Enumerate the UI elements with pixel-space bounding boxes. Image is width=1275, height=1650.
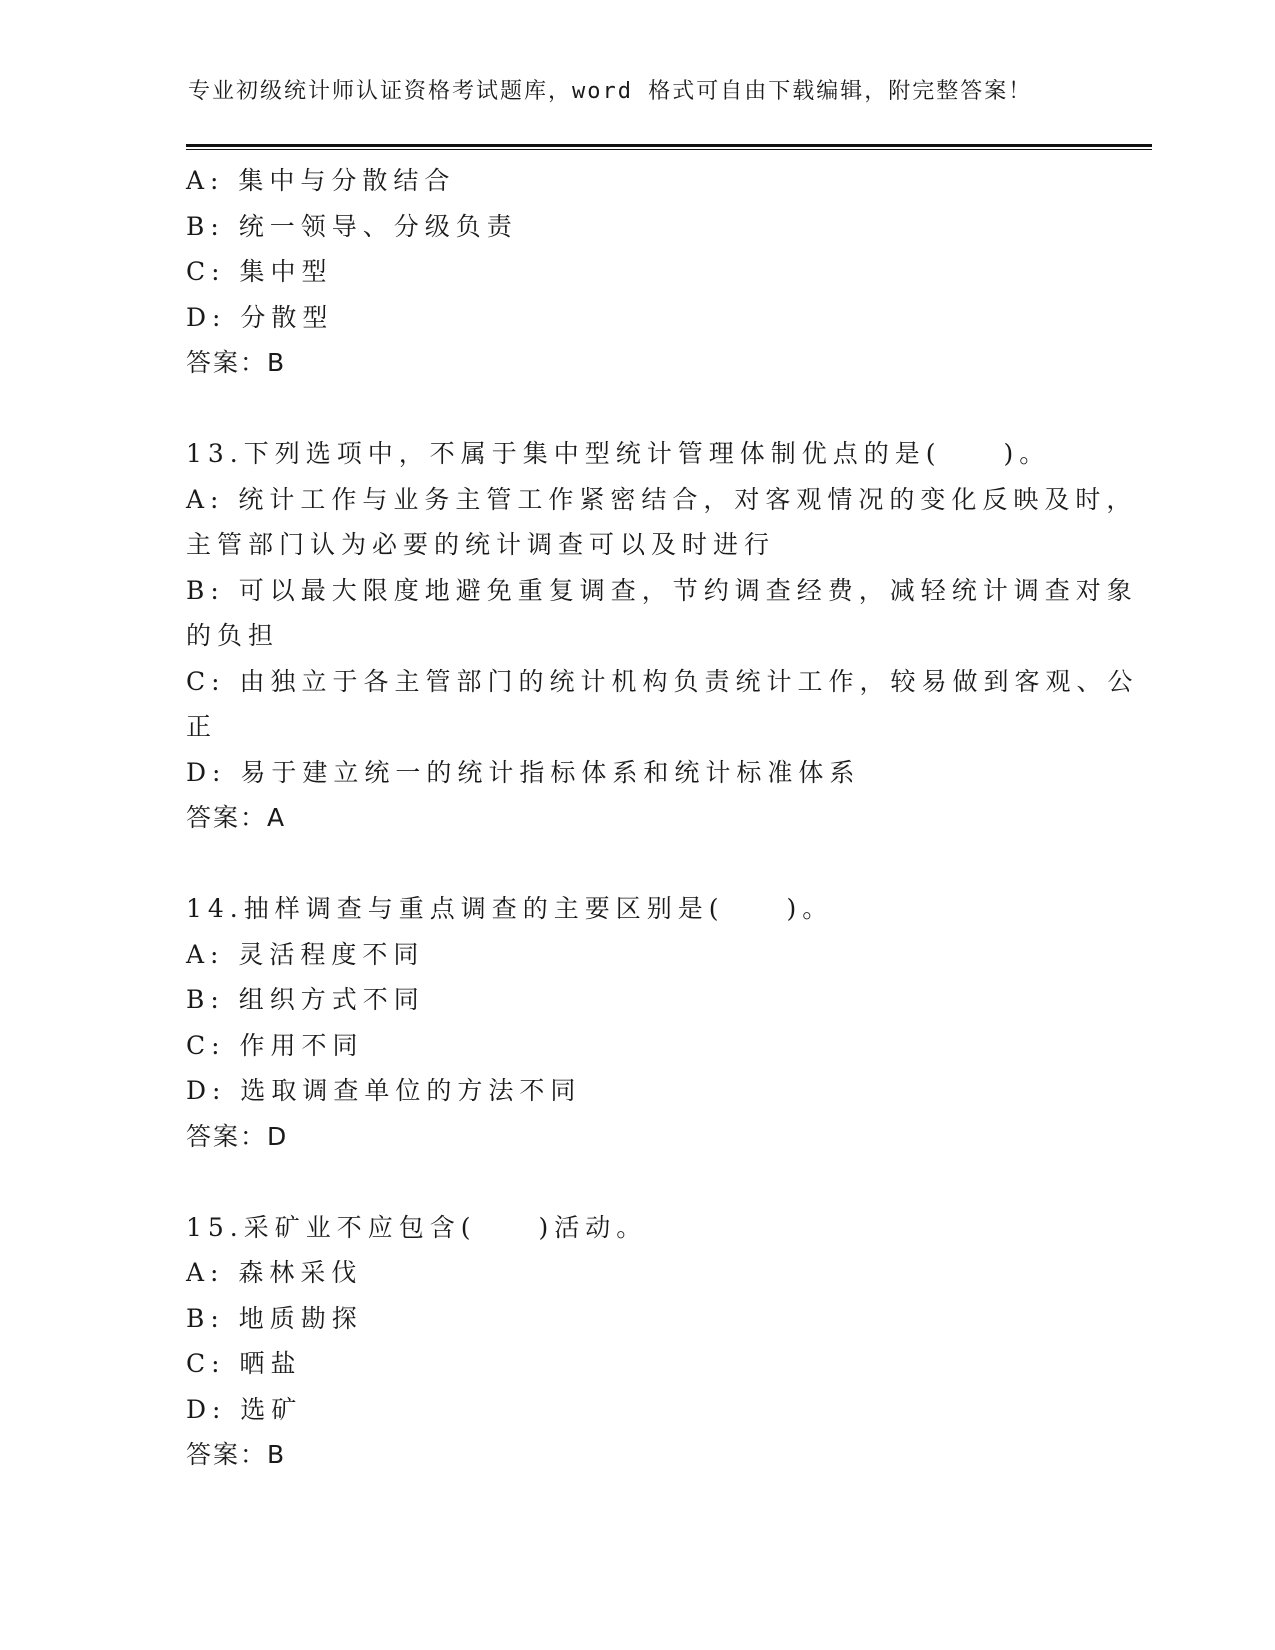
question-stem: 14.抽样调查与重点调查的主要区别是( )。 <box>186 894 834 923</box>
option-c: C: 由独立于各主管部门的统计机构负责统计工作，较易做到客观、公 <box>186 666 1139 696</box>
header-divider-thin <box>186 149 1152 150</box>
option-a: A: 统计工作与业务主管工作紧密结合，对客观情况的变化反映及时， <box>186 484 1138 514</box>
option-a: A: 集中与分散结合 <box>186 166 456 195</box>
question-13 <box>186 431 1139 841</box>
question-12-options <box>186 158 1086 386</box>
question-stem: 15.采矿业不应包含( )活动。 <box>186 1212 648 1242</box>
question-stem: 13.下列选项中，不属于集中型统计管理体制优点的是( )。 <box>186 439 1051 468</box>
option-d: D: 分散型 <box>186 302 334 332</box>
question-14 <box>186 886 1086 1159</box>
answer: 答案：B <box>186 348 287 377</box>
option-a-continued: 主管部门认为必要的统计调查可以及时进行 <box>186 530 776 559</box>
option-c: C: 晒盐 <box>186 1349 302 1378</box>
option-c: C: 作用不同 <box>186 1030 364 1060</box>
question-content <box>186 158 1139 1478</box>
spacer <box>186 841 1086 887</box>
spacer <box>186 386 1086 432</box>
answer: 答案：B <box>186 1440 287 1469</box>
option-b: B: 可以最大限度地避免重复调查，节约调查经费，减轻统计调查对象 <box>186 575 1138 605</box>
option-d: D: 选取调查单位的方法不同 <box>186 1076 582 1105</box>
question-15 <box>186 1205 1086 1478</box>
option-b: B: 统一领导、分级负责 <box>186 211 518 241</box>
option-c-continued: 正 <box>186 712 218 741</box>
option-d: D: 易于建立统一的统计指标体系和统计标准体系 <box>186 757 861 787</box>
option-b: B: 组织方式不同 <box>186 985 425 1014</box>
page-header: 专业初级统计师认证资格考试题库，word 格式可自由下载编辑，附完整答案！ <box>188 79 1033 104</box>
option-b-continued: 的负担 <box>186 621 280 650</box>
option-b: B: 地质勘探 <box>186 1303 363 1333</box>
option-a: A: 灵活程度不同 <box>186 939 425 969</box>
option-a: A: 森林采伐 <box>186 1258 363 1287</box>
spacer <box>186 1159 1086 1205</box>
option-c: C: 集中型 <box>186 257 333 286</box>
header-divider <box>186 144 1152 147</box>
answer: 答案：A <box>186 803 287 832</box>
answer: 答案：D <box>186 1121 289 1151</box>
option-d: D: 选矿 <box>186 1394 303 1424</box>
